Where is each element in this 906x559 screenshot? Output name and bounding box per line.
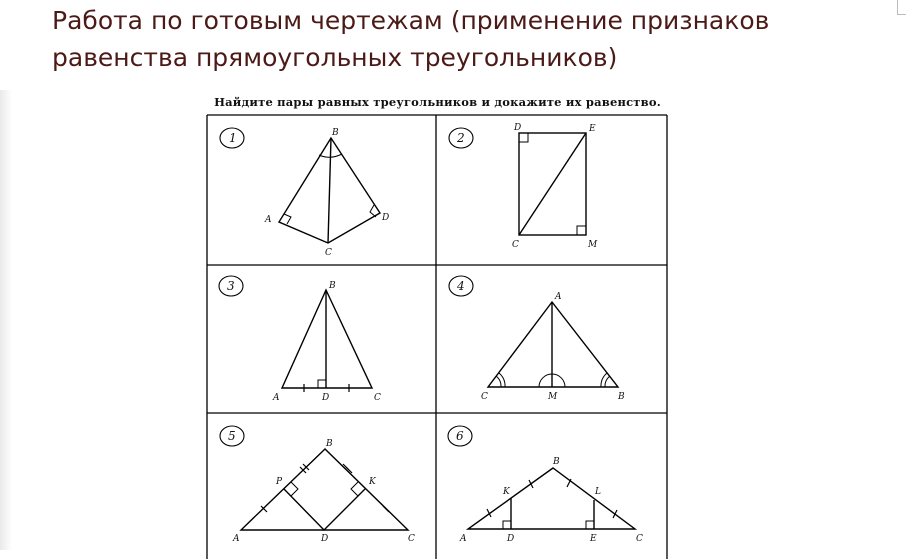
- point-label-d: D: [514, 123, 522, 133]
- point-label-c: C: [408, 534, 415, 544]
- figure-3-number: 3: [227, 279, 235, 293]
- point-label-a: A: [265, 215, 272, 225]
- figure-4: [449, 276, 625, 402]
- point-label-k: K: [369, 477, 376, 487]
- figure-5-right-angle-k: [351, 482, 358, 496]
- point-label-e: E: [589, 124, 596, 134]
- figures-grid: [205, 95, 670, 559]
- figure-1-number: 1: [229, 131, 237, 145]
- worksheet-instruction: Найдите пары равных треугольников и докажите их равенство.: [214, 95, 661, 109]
- figure-2: [449, 123, 598, 250]
- point-label-d: D: [507, 534, 515, 544]
- point-label-b: B: [332, 128, 339, 138]
- point-label-l: L: [595, 487, 601, 497]
- figure-2-diagonal-ce: [519, 133, 586, 235]
- point-label-e: E: [590, 534, 597, 544]
- figure-5-tick-kc: [383, 506, 389, 512]
- figure-3-outline: [282, 290, 372, 388]
- figure-5-perpendiculars: [284, 489, 365, 530]
- figure-5-number: 5: [228, 429, 236, 443]
- point-label-a: A: [460, 534, 467, 544]
- point-label-c: C: [636, 534, 643, 544]
- figure-6: [448, 426, 643, 544]
- figure-2-right-angle-d: [519, 133, 528, 142]
- point-label-b: B: [326, 439, 333, 449]
- point-label-a: A: [273, 393, 280, 403]
- point-label-d: D: [382, 213, 390, 223]
- figure-2-right-angle-m: [577, 226, 586, 235]
- figure-5-outline: [241, 449, 408, 530]
- point-label-b: B: [618, 392, 625, 402]
- point-label-b: B: [329, 281, 336, 291]
- point-label-c: C: [374, 393, 381, 403]
- figure-6-right-angle-e: [586, 521, 594, 529]
- figure-4-number: 4: [457, 279, 465, 293]
- figure-6-right-angle-d: [503, 521, 511, 529]
- point-label-m: M: [548, 392, 558, 402]
- figure-6-tick-lc: [613, 510, 617, 518]
- figure-3-right-angle-d: [318, 380, 326, 388]
- figure-1-right-angle-a: [284, 214, 291, 224]
- point-label-c: C: [481, 392, 488, 402]
- slide-title: Работа по готовым чертежам (применение признаков равенства прямоугольных треугольников): [52, 6, 770, 72]
- figure-2-number: 2: [457, 131, 465, 145]
- point-label-b: B: [553, 457, 560, 467]
- figure-5-right-angle-p: [291, 482, 298, 496]
- figure-1-diagonal-bc: [328, 138, 331, 243]
- figure-6-outline: [468, 468, 635, 529]
- page-edge-shadow: [0, 90, 12, 550]
- slide-corner-line: [897, 0, 906, 15]
- figure-3: [219, 276, 381, 403]
- figure-4-angle-b-arc1: [605, 376, 610, 387]
- point-label-k: K: [503, 487, 510, 497]
- point-label-c: C: [325, 248, 332, 258]
- figure-4-angle-c-arc1: [496, 376, 501, 387]
- point-label-m: M: [588, 240, 598, 250]
- figure-1: [220, 128, 389, 258]
- figure-5: [220, 426, 415, 544]
- point-label-p: P: [276, 477, 283, 487]
- worksheet-image: [205, 95, 670, 559]
- point-label-c: C: [512, 240, 519, 250]
- point-label-a: A: [233, 534, 240, 544]
- point-label-d: D: [321, 534, 329, 544]
- point-label-a: A: [555, 292, 562, 302]
- point-label-d: D: [322, 393, 330, 403]
- figure-6-number: 6: [456, 429, 464, 443]
